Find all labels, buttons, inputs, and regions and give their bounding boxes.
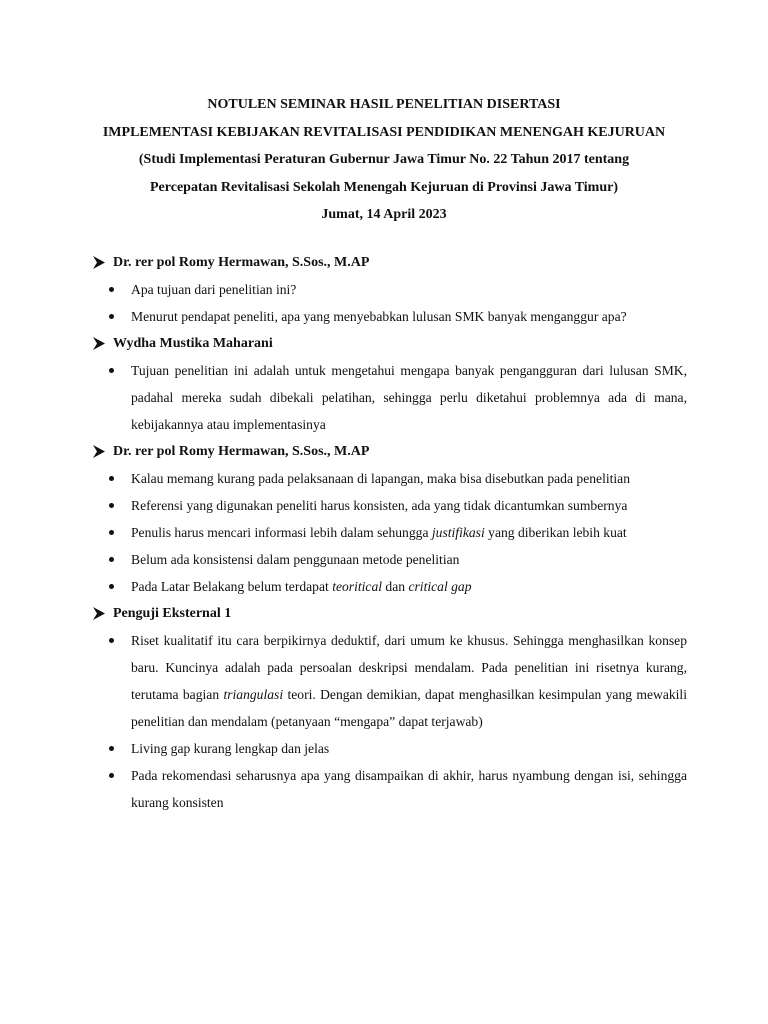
speaker-name: Dr. rer pol Romy Hermawan, S.Sos., M.AP bbox=[113, 255, 370, 270]
speaker-name: Penguji Eksternal 1 bbox=[113, 606, 232, 621]
bullet-dot-icon bbox=[109, 638, 114, 643]
title-line-1: NOTULEN SEMINAR HASIL PENELITIAN DISERTASI bbox=[207, 97, 561, 112]
speaker-name: Wydha Mustika Maharani bbox=[113, 336, 273, 351]
subtitle-line-1: (Studi Implementasi Peraturan Gubernur Jawa Timur No. 22 Tahun 2017 tentang bbox=[138, 152, 630, 167]
bullet-dot-icon bbox=[109, 584, 114, 589]
list-item: Referensi yang digunakan peneliti harus konsisten, ada yang tidak dicantumkan sumbernya bbox=[131, 492, 687, 519]
document-body bbox=[0, 249, 768, 816]
list-item: Belum ada konsistensi dalam penggunaan metode penelitian bbox=[131, 546, 687, 573]
speaker-name: Dr. rer pol Romy Hermawan, S.Sos., M.AP bbox=[113, 444, 370, 459]
bullet-dot-icon bbox=[109, 314, 114, 319]
list-item: Kalau memang kurang pada pelaksanaan di lapangan, maka bisa disebutkan pada penelitian bbox=[131, 465, 687, 492]
speaker-heading bbox=[92, 249, 768, 276]
document-header bbox=[0, 91, 768, 229]
speaker-heading bbox=[92, 330, 768, 357]
speaker-heading bbox=[92, 438, 768, 465]
arrow-bullet-icon bbox=[92, 249, 106, 276]
point-list bbox=[0, 357, 768, 438]
point-list bbox=[0, 627, 768, 816]
speaker-heading bbox=[92, 600, 768, 627]
list-item: Apa tujuan dari penelitian ini? bbox=[131, 276, 687, 303]
point-list bbox=[0, 465, 768, 600]
date-line: Jumat, 14 April 2023 bbox=[321, 207, 447, 222]
bullet-dot-icon bbox=[109, 368, 114, 373]
list-item: Penulis harus mencari informasi lebih dalam sehungga justifikasi yang diberikan lebih kuat bbox=[131, 519, 687, 546]
title-line-2: IMPLEMENTASI KEBIJAKAN REVITALISASI PENDIDIKAN MENENGAH KEJURUAN bbox=[102, 124, 666, 140]
point-list bbox=[0, 276, 768, 330]
list-item: Menurut pendapat peneliti, apa yang menyebabkan lulusan SMK banyak menganggur apa? bbox=[131, 303, 687, 330]
bullet-dot-icon bbox=[109, 503, 114, 508]
arrow-bullet-icon bbox=[92, 330, 106, 357]
bullet-dot-icon bbox=[109, 557, 114, 562]
arrow-bullet-icon bbox=[92, 600, 106, 627]
arrow-bullet-icon bbox=[92, 438, 106, 465]
bullet-dot-icon bbox=[109, 773, 114, 778]
subtitle-line-2: Percepatan Revitalisasi Sekolah Menengah Kejuruan di Provinsi Jawa Timur) bbox=[150, 179, 618, 195]
list-item: Living gap kurang lengkap dan jelas bbox=[131, 735, 687, 762]
bullet-dot-icon bbox=[109, 287, 114, 292]
list-item: Tujuan penelitian ini adalah untuk mengetahui mengapa banyak pengangguran dari lulusan SMK, padahal mereka sudah dibekali pelatihan, sehingga perlu diketahui problemnya ada di mana, kebijakannya atau implementasinya bbox=[131, 357, 687, 438]
list-item: Pada Latar Belakang belum terdapat teoritical dan critical gap bbox=[131, 573, 687, 600]
bullet-dot-icon bbox=[109, 476, 114, 481]
bullet-dot-icon bbox=[109, 746, 114, 751]
bullet-dot-icon bbox=[109, 530, 114, 535]
list-item: Pada rekomendasi seharusnya apa yang disampaikan di akhir, harus nyambung dengan isi, sehingga kurang konsisten bbox=[131, 762, 687, 816]
list-item: Riset kualitatif itu cara berpikirnya deduktif, dari umum ke khusus. Sehingga menghasilkan konsep baru. Kuncinya adalah pada persoalan deskripsi mendalam. Pada penelitian ini risetnya kurang, terutama bagian triangulasi teori. Dengan demikian, dapat menghasilkan kesimpulan yang mewakili penelitian dan mendalam (petanyaan “mengapa” dapat terjawab) bbox=[131, 627, 687, 735]
